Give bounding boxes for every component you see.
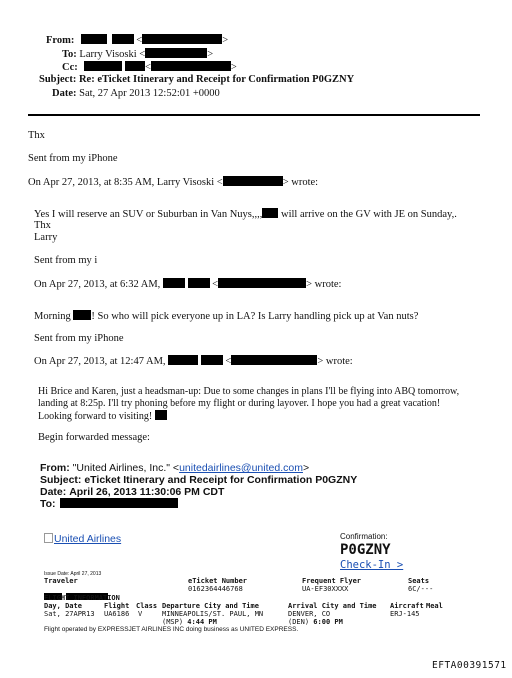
fwd-subject-label: Subject: [40,474,82,486]
quote-1-thx: Thx [34,220,51,231]
fwd-from [40,462,309,474]
subject-label: Subject: [39,74,77,85]
redaction [231,355,317,365]
redaction [155,410,167,420]
date-label: Date: [52,88,77,99]
header-cc: Cc: < > [62,62,237,73]
quote-1-post: will arrive on the GV with JE on Sunday,. [281,209,457,220]
fwd-date-value: April 26, 2013 11:30:06 PM CDT [69,486,225,498]
col-flight: Flight [104,602,130,610]
quote-3-line-2: landing at 8:25p. I'll try phoning before my flight or during layover. I hope you had a great vacation! [38,398,441,409]
row-depart-city: MINNEAPOLIS/ST. PAUL, MN [162,610,264,618]
row-arrive-time [288,618,343,626]
from-label: From: [46,35,75,46]
header-to: To: Larry Visoski < > [62,49,214,60]
reply-header-2-end: > wrote: [306,279,342,290]
header-subject [39,74,354,85]
row-depart-time-value: 4:44 PM [187,618,217,626]
redaction [142,34,222,44]
row-day: Sat, 27APR13 [44,610,95,618]
ff-value: UA-EF30XXXX [302,585,349,593]
reply-header-1-text: On Apr 27, 2013, at 8:35 AM, Larry Visoski < [28,177,223,188]
reply-header-3-text: On Apr 27, 2013, at 12:47 AM, [34,356,166,367]
operated-by-note: Flight operated by EXPRESSJET AIRLINES INC doing business as UNITED EXPRESS. [44,626,299,633]
seats-value: 6C/--- [408,585,434,593]
sent-from-1: Sent from my iPhone [28,153,118,164]
row-aircraft: ERJ-145 [390,610,420,618]
redaction [218,278,306,288]
date-value: Sat, 27 Apr 2013 12:52:01 +0000 [79,88,220,99]
quote-1-pre: Yes I will reserve an SUV or Suburban in Van Nuys,,,, [34,209,263,220]
begin-forwarded: Begin forwarded message: [38,432,150,443]
united-logo-link[interactable] [44,533,121,545]
redaction [188,278,210,288]
redaction [125,61,145,71]
redaction [163,278,185,288]
quote-2-pre: Morning [34,311,71,322]
quote-3-line-3 [38,410,167,422]
quote-1-name: Larry [34,232,58,243]
redaction [223,176,283,186]
col-aircraft: Aircraft [390,602,424,610]
bates-number: EFTA00391571 [432,660,507,671]
broken-image-icon [44,533,53,543]
reply-header-1-end: > wrote: [282,177,319,188]
redaction [84,61,122,71]
redaction [145,48,207,58]
fwd-from-close: > [302,462,310,474]
thx-text: Thx [28,130,45,141]
col-departure: Departure City and Time [162,602,259,610]
eticket-label: eTicket Number [188,577,248,585]
row-arrive-code: (DEN) [288,618,310,626]
col-arrival: Arrival City and Time [288,602,377,610]
confirmation-label: Confirmation: [340,532,388,541]
quote-2-post: ! So who will pick everyone up in LA? Is Larry handling pick up at Van nuts? [91,311,419,322]
row-class: V [138,610,143,618]
redaction [262,208,278,218]
quote-2-line-1 [34,310,418,322]
redaction [151,61,231,71]
seats-label: Seats [408,577,430,585]
traveler-label: Traveler [44,577,78,585]
row-arrive-time-value: 6:00 PM [313,618,343,626]
header-date [52,88,220,99]
redaction [112,34,134,44]
reply-header-3-end: > wrote: [317,356,353,367]
confirmation-code: P0GZNY [340,542,391,558]
to-value: Larry Visoski < [79,49,146,60]
redaction [81,34,107,44]
to-label: To: [62,49,77,60]
fwd-to-label: To: [40,498,56,510]
sent-from-2: Sent from my i [34,255,98,266]
cc-label: Cc: [62,62,78,73]
header-from: From: < > [46,35,229,46]
redaction [168,355,198,365]
subject-value: Re: eTicket Itinerary and Receipt for Confirmation P0GZNY [78,74,355,85]
fwd-from-value: "United Airlines, Inc." < [72,462,180,474]
reply-header-2-text: On Apr 27, 2013, at 6:32 AM, [34,279,161,290]
ff-label: Frequent Flyer [302,577,362,585]
fwd-to [40,498,178,510]
check-in-link[interactable]: Check-In > [340,559,404,571]
reply-header-1 [28,176,318,188]
fwd-date [40,486,224,498]
reply-header-2: On Apr 27, 2013, at 6:32 AM, < > wrote: [34,279,342,290]
col-meal: Meal [426,602,443,610]
flight-information-heading: FLIGHT INFORMATION [44,594,120,602]
reply-header-3: On Apr 27, 2013, at 12:47 AM, < > wrote: [34,356,353,367]
row-depart-time [162,618,217,626]
united-logo-text: United Airlines [54,533,122,545]
row-depart-code: (MSP) [162,618,184,626]
redaction [60,498,178,508]
fwd-from-label: From: [40,462,70,474]
row-arrive-city: DENVER, CO [288,610,331,618]
fwd-date-label: Date: [40,486,67,498]
eticket-value: 0162364446768 [188,585,243,593]
quote-1-line-1 [34,208,457,220]
sent-from-3: Sent from my iPhone [34,333,124,344]
col-class: Class [136,602,158,610]
quote-3-line-1: Hi Brice and Karen, just a headsman-up: Due to some changes in plans I'll be flying into ABQ tomorrow, [38,386,460,397]
fwd-subject [40,474,357,486]
row-flight: UA6186 [104,610,130,618]
redaction [73,310,91,320]
fwd-subject-value: eTicket Itinerary and Receipt for Confirmation P0GZNY [84,474,358,486]
col-day: Day, Date [44,602,82,610]
redaction [201,355,223,365]
header-divider [28,114,480,116]
issue-date: Issue Date: April 27, 2013 [44,571,102,577]
fwd-from-email-link[interactable]: unitedairlines@united.com [179,462,303,474]
quote-3-line-3-text: Looking forward to visiting! [38,411,153,422]
